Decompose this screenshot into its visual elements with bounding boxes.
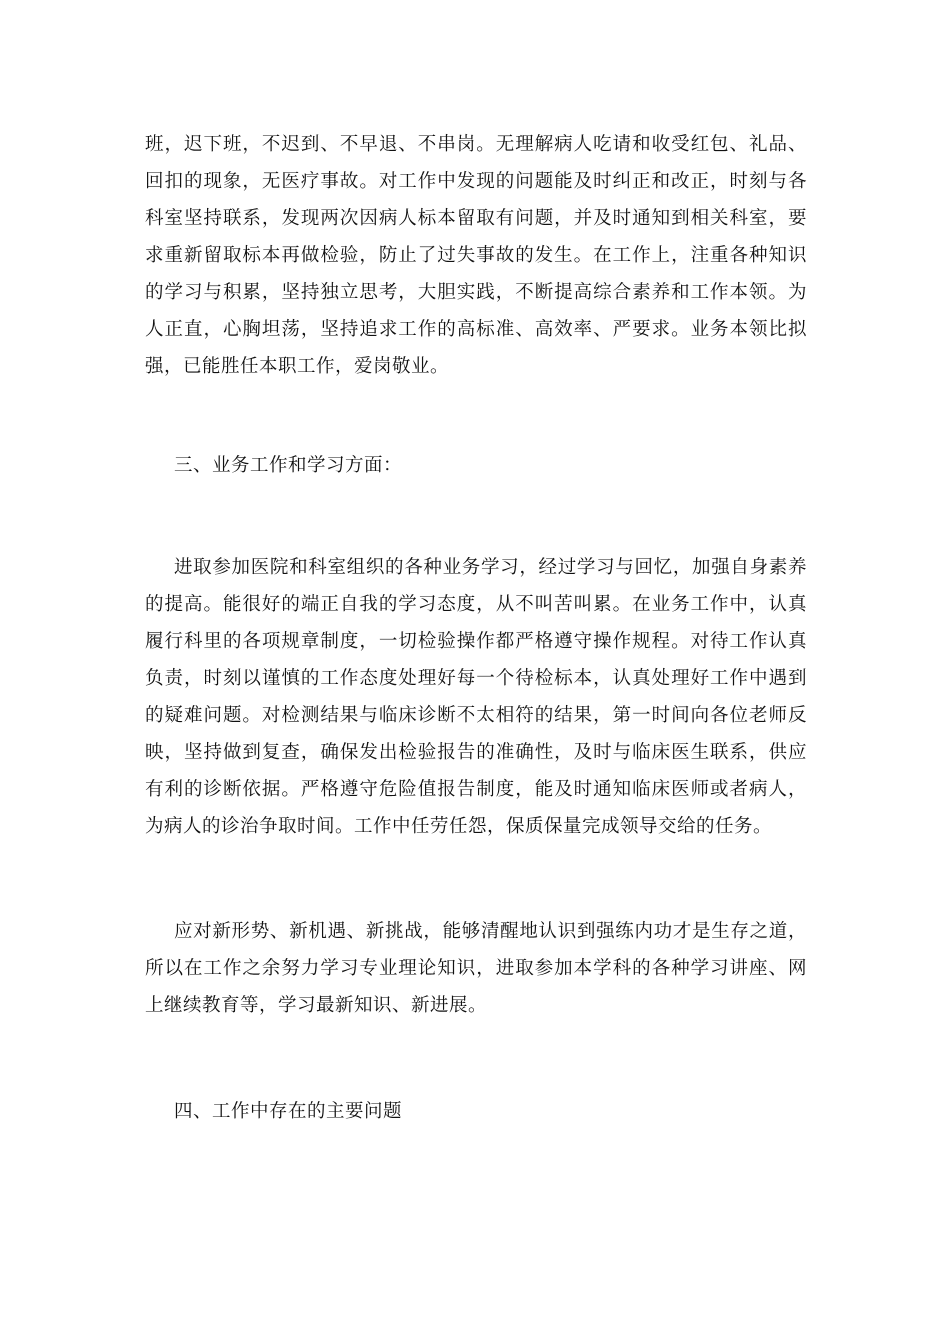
section-heading-business-and-study: 三、业务工作和学习方面： — [174, 455, 403, 476]
section-heading-main-problems: 四、工作中存在的主要问题 — [174, 1101, 403, 1122]
paragraph-new-challenges: 应对新形势、新机遇、新挑战，能够清醒地认识到强练内功才是生存之道，所以在工作之余努力学习专业理论知识，进取参加本学科的各种学习讲座、网上继续教育等，学习最新知识、新进展。 — [145, 921, 807, 1016]
paragraph-business-study: 进取参加医院和科室组织的各种业务学习，经过学习与回忆，加强自身素养的提高。能很好的端正自我的学习态度，从不叫苦叫累。在业务工作中，认真履行科里的各项规章制度，一切检验操作都严格遵守操作规程。对待工作认真负责，时刻以谨慎的工作态度处理好每一个待检标本，认真处理好工作中遇到的疑难问题。对检测结果与临床诊断不太相符的结果，第一时间向各位老师反映，坚持做到复查，确保发出检验报告的准确性，及时与临床医生联系，供应有利的诊断依据。严格遵守危险值报告制度，能及时通知临床医师或者病人，为病人的诊治争取时间。工作中任劳任怨，保质保量完成领导交给的任务。 — [145, 557, 807, 837]
paragraph-continued-discipline: 班，迟下班，不迟到、不早退、不串岗。无理解病人吃请和收受红包、礼品、回扣的现象，无医疗事故。对工作中发现的问题能及时纠正和改正，时刻与各科室坚持联系，发现两次因病人标本留取有问题，并及时通知到相关科室，要求重新留取标本再做检验，防止了过失事故的发生。在工作上，注重各种知识的学习与积累，坚持独立思考，大胆实践，不断提高综合素养和工作本领。为人正直，心胸坦荡，坚持追求工作的高标准、高效率、严要求。业务本领比拟强，已能胜任本职工作，爱岗敬业。 — [145, 134, 807, 377]
